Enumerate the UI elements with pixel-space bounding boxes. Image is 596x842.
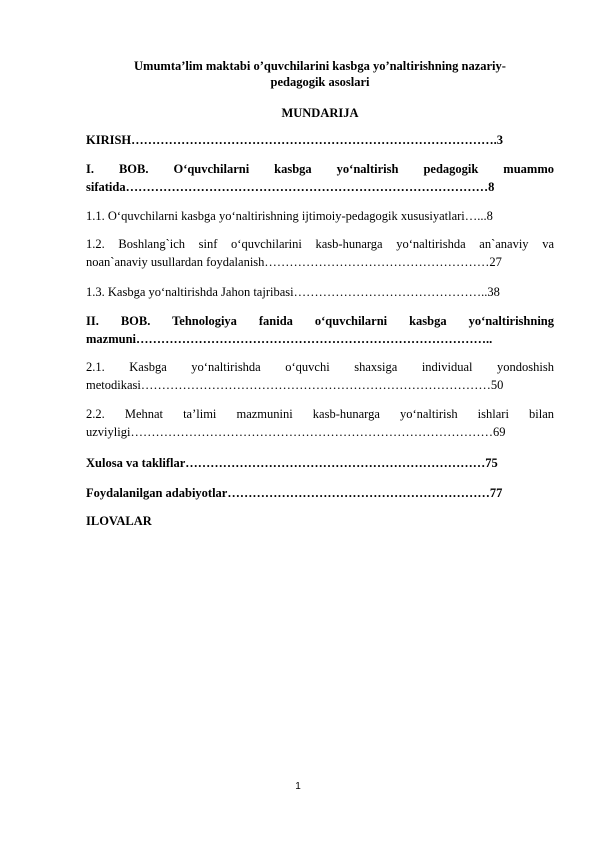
toc-entry-introduction[interactable] [86,132,554,150]
page-number: 1 [295,781,301,792]
toc-entry-text-line-1: 2.1. Kasbga yo‘naltirishda o‘quvchi shaxsiga individual yondoshish [86,360,554,374]
toc-entry-text-line-1: I. BOB. O‘quvchilarni kasbga yo‘naltirish pedagogik muammo [86,162,554,176]
toc-entry-text-line-2: noan`anaviy usullardan foydalanish………………………………………………27 [86,254,502,269]
toc-entry-1-1[interactable] [86,208,554,226]
toc-entry-1-3[interactable] [86,284,554,302]
toc-entry-text-line-1: 2.2. Mehnat ta’limi mazmunini kasb-hunarga yo‘naltirish ishlari bilan [86,407,554,421]
toc-entry-chapter-2[interactable] [86,313,554,348]
toc-entry-references[interactable] [86,485,554,503]
title-line-1: Umumta’lim maktabi o’quvchilarini kasbga yo’naltirishning nazariy- [134,59,506,73]
toc-entry-text: Foydalanilgan adabiyotlar………………………………………………………77 [86,486,503,500]
toc-entry-text-line-2: sifatida……………………………………………………………………………8 [86,179,495,194]
toc-entry-chapter-1[interactable] [86,161,554,196]
toc-entry-text-line-1: II. BOB. Tehnologiya fanida o‘quvchilarni kasbga yo‘naltirishning [86,314,554,328]
toc-entry-2-2[interactable] [86,406,554,441]
toc-entry-text-line-1: 1.2. Boshlang`ich sinf o‘quvchilarini kasb-hunarga yo‘naltirishda an`anaviy va [86,237,554,251]
document-title [96,58,544,90]
toc-entry-2-1[interactable] [86,359,554,394]
toc-entry-conclusion[interactable] [86,455,554,473]
toc-entry-text: KIRISH…………………………………………………………………………….3 [86,133,504,147]
toc-entry-1-2[interactable] [86,236,554,271]
toc-entry-text-line-2: mazmuni………………………………………………………………………….. [86,331,493,346]
toc-entry-text: Xulosa va takliflar………………………………………………………………75 [86,456,498,470]
title-line-2: pedagogik asoslari [270,75,370,89]
toc-heading: MUNDARIJA [281,106,359,120]
toc-entry-text-line-2: uzviyligi……………………………………………………………………………69 [86,424,506,439]
toc-entry-text: ILOVALAR [86,514,152,528]
toc-entry-text: 1.1. O‘quvchilarni kasbga yo‘naltirishning ijtimoiy-pedagogik xususiyatlari…...8 [86,209,493,223]
toc-entry-appendices[interactable] [86,513,554,531]
document-page [86,58,554,528]
toc-entry-text: 1.3. Kasbga yo‘naltirishda Jahon tajribasi………………………………………..38 [86,285,500,299]
toc-entry-text-line-2: metodikasi…………………………………………………………………………50 [86,377,504,392]
